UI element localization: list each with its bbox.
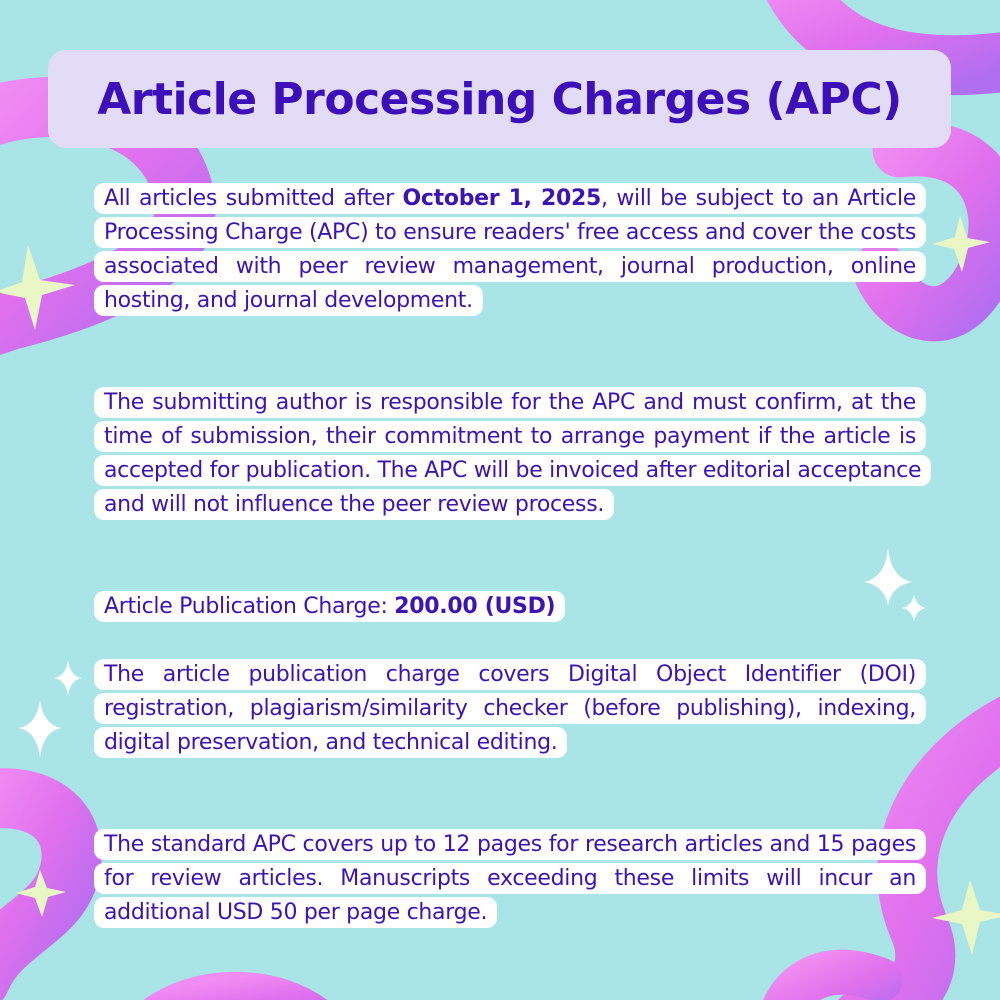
highlight-block: The article publication charge covers Digital Object Identifier (DOI) registration, plagiarism/similarity checker (before publishing), indexing, digital preservation, and technical editing.	[94, 659, 926, 758]
page-title: Article Processing Charges (APC)	[97, 73, 902, 125]
page-limit-paragraph	[94, 828, 926, 930]
author-responsibility-paragraph	[94, 386, 926, 522]
sparkle-star-icon	[18, 700, 62, 758]
pink-ribbon-shape	[150, 992, 320, 1000]
charge-label: Article Publication Charge:	[104, 594, 395, 619]
highlight-block: The submitting author is responsible for the APC and must confirm, at the time of submission, their commitment to arrange payment if the article is accepted for publication. The APC will be invoiced after editorial acceptance and will not influence the peer review process.	[94, 387, 931, 520]
intro-text-end: , will be subject to an Article Processing Charge (APC) to ensure readers' free access and cover the costs associated with peer review management, journal production, online hosting, and journal development.	[104, 186, 916, 313]
sparkle-star-icon	[54, 660, 82, 696]
publication-charge-line	[94, 590, 926, 624]
intro-text-start: All articles submitted after	[104, 186, 403, 211]
title-banner	[48, 50, 951, 148]
highlight-block: The standard APC covers up to 12 pages for research articles and 15 pages for review articles. Manuscripts exceeding these limits will incur an additional USD 50 per page charge.	[94, 829, 926, 928]
pink-ribbon-shape	[780, 972, 880, 1000]
apc-intro-paragraph	[94, 182, 926, 318]
charge-amount: 200.00 (USD)	[394, 594, 556, 619]
effective-date: October 1, 2025	[402, 186, 602, 211]
highlight-block	[94, 183, 926, 316]
charge-coverage-paragraph	[94, 658, 926, 760]
highlight-block	[94, 591, 565, 622]
